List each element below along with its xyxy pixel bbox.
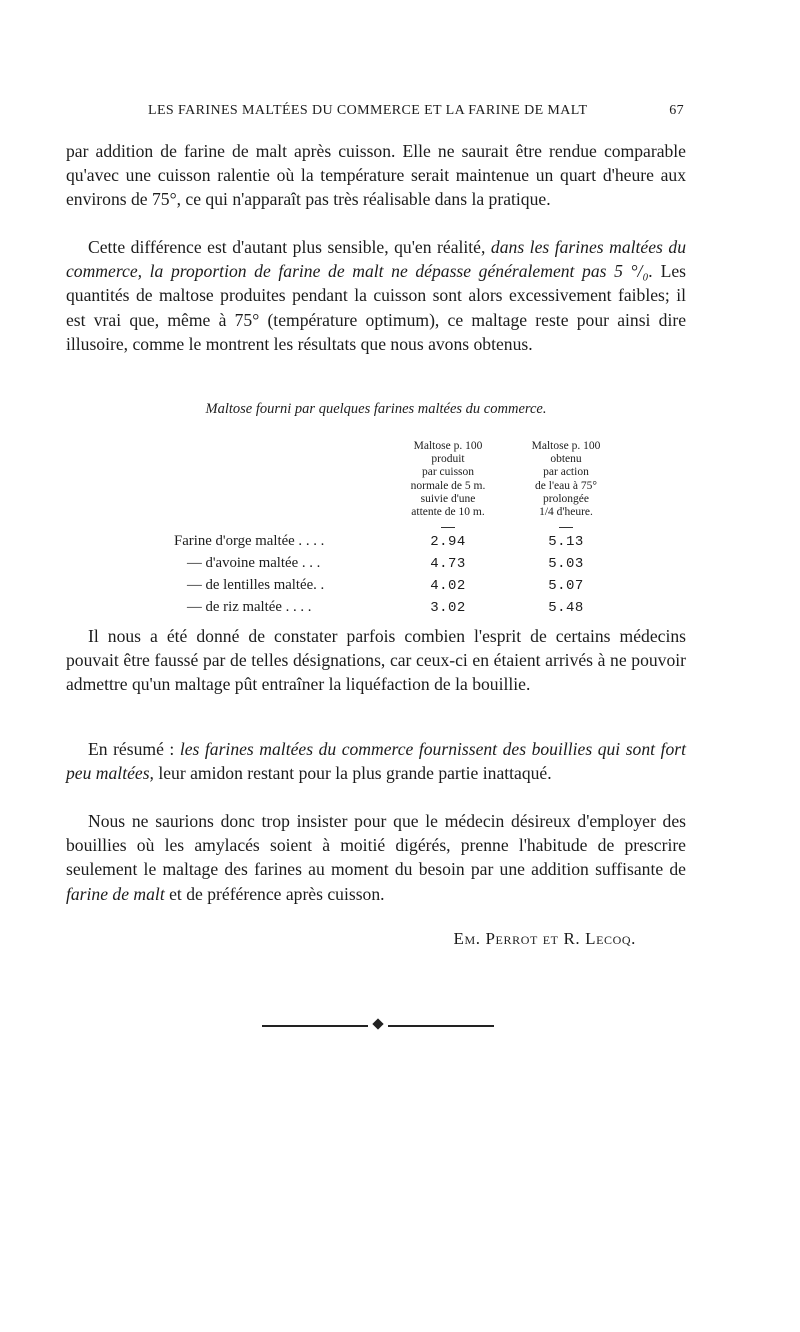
- ornament-rule: [388, 1025, 494, 1027]
- page-number: 67: [669, 103, 684, 118]
- p1-line-2: comparable qu'avec une cuisson ralentie où la température serait: [66, 141, 686, 186]
- paragraph-2: [66, 235, 686, 356]
- row-label: — d'avoine maltée . . .: [187, 555, 321, 571]
- cell-value: 5.48: [548, 600, 584, 616]
- col1-header-line: suivie d'une: [420, 492, 476, 505]
- col1-header-line: normale de 5 m.: [410, 479, 486, 492]
- column-dash: [559, 527, 573, 528]
- cell-value: 3.02: [430, 600, 466, 616]
- p1-line-4: très réalisable dans la pratique.: [333, 189, 551, 210]
- paragraph-5: [66, 809, 686, 906]
- p5-text-b: et de préférence après cuisson.: [169, 883, 385, 904]
- cell-value: 5.07: [548, 578, 584, 594]
- row-label: Farine d'orge maltée . . . .: [174, 533, 325, 549]
- p4-text-italic: les farines maltées du commerce fournissent des bouillies qui sont fort peu maltées,: [66, 739, 686, 784]
- col1-header-line: produit: [431, 453, 465, 466]
- p4-text-b: leur amidon restant pour la plus grande partie inattaqué.: [158, 763, 552, 784]
- cell-value: 4.02: [430, 578, 466, 594]
- row-label: — de riz maltée . . . .: [187, 599, 312, 615]
- p3-line-4: liquéfaction de la bouillie.: [345, 674, 531, 695]
- end-ornament: [262, 1018, 494, 1032]
- p5-text-italic: farine de malt: [66, 883, 165, 904]
- col2-header-line: prolongée: [543, 492, 589, 505]
- p2-text-italic: dans les farines maltées du commerce, la proportion de farine de malt ne dépasse généralement pas 5 °/₀.: [66, 237, 686, 282]
- paragraph-1: [66, 139, 686, 212]
- col1-header-line: attente de 10 m.: [411, 506, 485, 519]
- cell-value: 4.73: [430, 556, 466, 572]
- cell-value: 2.94: [430, 534, 466, 550]
- p3-line-1: Il nous a été donné de constater parfois combien l'esprit de certains: [88, 626, 611, 646]
- signature: Em. Perrot et R. Lecoq.: [453, 929, 636, 948]
- p2-text-a: Cette différence est d'autant plus sensible, qu'en réalité,: [88, 237, 486, 257]
- col2-header-line: par action: [543, 466, 589, 479]
- paragraph-3: [66, 624, 686, 697]
- column-header-cuisson: [388, 440, 508, 519]
- col1-header-line: par cuisson: [421, 466, 475, 479]
- p3-line-3: étaient arrivés à ne pouvoir admettre qu'un maltage pût entraîner la: [66, 650, 687, 695]
- paragraph-4: [66, 737, 686, 785]
- col2-header-line: 1/4 d'heure.: [539, 506, 593, 519]
- p1-line-3: maintenue un quart d'heure aux environs de 75°, ce qui n'apparaît pas: [66, 165, 686, 210]
- column-header-eau: [506, 440, 626, 519]
- table-caption: Maltose fourni par quelques farines maltées du commerce.: [205, 401, 547, 417]
- p4-text-a: En résumé :: [88, 739, 175, 759]
- col1-header-line: Maltose p. 100: [413, 440, 483, 452]
- cell-value: 5.13: [548, 534, 584, 550]
- p5-text-a: Nous ne saurions donc trop insister pour que le médecin désireux d'employer des bouillies où les amylacés soient à moitié digérés, prenne l'habitude de prescrire seulement le maltage des farines au moment du besoin par une addition suffisante de: [66, 811, 686, 880]
- p3-line-2: médecins pouvait être faussé par de telles désignations, car ceux-ci en: [66, 626, 686, 671]
- row-label: — de lentilles maltée. .: [187, 577, 325, 593]
- running-title: LES FARINES MALTÉES DU COMMERCE ET LA FARINE DE MALT: [148, 103, 588, 118]
- col2-header-line: de l'eau à 75°: [535, 479, 597, 492]
- col2-header-line: Maltose p. 100: [531, 440, 601, 452]
- ornament-rule: [262, 1025, 368, 1027]
- cell-value: 5.03: [548, 556, 584, 572]
- diamond-icon: [372, 1018, 383, 1029]
- col2-header-line: obtenu: [550, 453, 582, 466]
- p2-text-b: Les quantités de maltose produites pendant la cuisson sont alors excessivement faibles; il est vrai que, même à 75° (température optimum), ce maltage reste pour ainsi dire illusoire, comme le montrent les résultats que nous avons obtenus.: [66, 261, 686, 354]
- column-dash: [441, 527, 455, 528]
- p1-line-1: par addition de farine de malt après cuisson. Elle ne saurait être rendue: [66, 141, 597, 161]
